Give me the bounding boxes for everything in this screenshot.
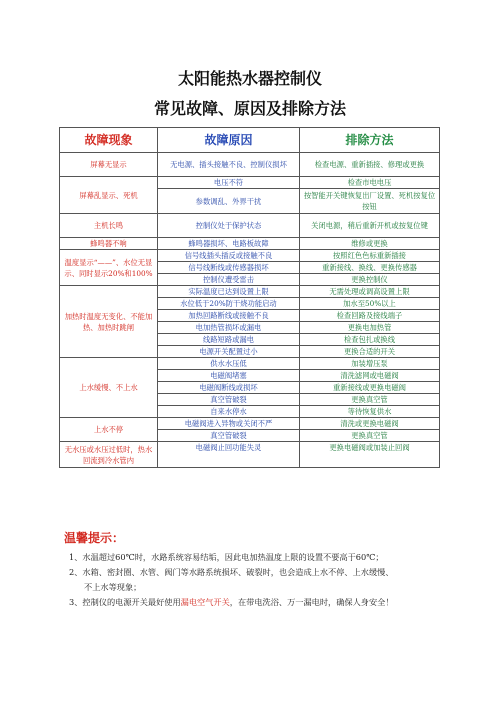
symptom-cell: 主机长鸣	[60, 214, 158, 238]
symptom-cell: 加热时温度无变化、不能加热、加热时跳闸	[60, 286, 158, 358]
fix-cell: 更换真空管	[300, 430, 440, 442]
page-subtitle: 常见故障、原因及排除方法	[153, 99, 346, 118]
cause-cell: 真空管破裂	[158, 394, 300, 406]
fix-cell: 等待恢复供水	[300, 406, 440, 418]
fix-cell: 无需处理或调高设置上限	[300, 286, 440, 298]
symptom-cell: 温度显示“——”、水位无显示、同时显示20%和100%	[60, 250, 158, 286]
cause-cell: 电磁阀止回功能失灵	[158, 442, 300, 468]
fix-cell: 按照红色色标重新插接	[300, 250, 440, 262]
fix-cell: 加装增压泵	[300, 358, 440, 370]
cause-cell: 供水水压低	[158, 358, 300, 370]
fix-cell: 检查回路及接线端子	[300, 310, 440, 322]
cause-cell: 电磁阀进入异物或关闭不严	[158, 418, 300, 430]
table-row	[60, 250, 440, 262]
table-row	[60, 214, 440, 238]
cause-cell: 电源开关配置过小	[158, 346, 300, 358]
symptom-cell: 上水缓慢、不上水	[60, 358, 158, 418]
fix-cell: 关闭电源，稍后重新开机或按复位键	[300, 214, 440, 238]
fix-cell: 检查包扎或换线	[300, 334, 440, 346]
cause-cell: 电磁阀堵塞	[158, 370, 300, 382]
cause-cell: 电加热管损坏或漏电	[158, 322, 300, 334]
tip-item-3-text: 3、控制仪的电源开关最好使用	[69, 597, 181, 607]
symptom-cell: 屏幕乱显示、死机	[60, 177, 158, 214]
symptom-cell: 屏幕无显示	[60, 153, 158, 177]
fix-cell: 清洗滤网或电磁阀	[300, 370, 440, 382]
cause-cell: 自来水停水	[158, 406, 300, 418]
symptom-cell: 无水压或水压过低时，热水回流到冷水管内	[60, 442, 158, 468]
table-row	[60, 177, 440, 189]
cause-cell: 线路短路或漏电	[158, 334, 300, 346]
cause-cell: 加热回路断线或接触不良	[158, 310, 300, 322]
fix-cell: 检查电源、重新插接、修理或更换	[300, 153, 440, 177]
cause-cell: 控制仪处于保护状态	[158, 214, 300, 238]
tips-list	[69, 550, 449, 610]
cause-cell: 无电源、插头接触不良、控制仪损坏	[158, 153, 300, 177]
tip-item-1: 1、水温超过60℃时，水路系统容易结垢，因此电加热温度上限的设置不要高于60℃；	[69, 552, 384, 562]
table-row	[60, 238, 440, 250]
fault-table	[59, 127, 440, 468]
fix-cell: 维修或更换	[300, 238, 440, 250]
fix-cell: 更换电磁阀或加装止回阀	[300, 442, 440, 468]
tip-item-3-highlight: 漏电空气开关	[180, 597, 230, 607]
cause-cell: 电压不符	[158, 177, 300, 189]
cause-cell: 电磁阀断线或损坏	[158, 382, 300, 394]
fix-cell: 更换控制仪	[300, 274, 440, 286]
fix-cell: 重新接线、换线、更换传感器	[300, 262, 440, 274]
table-row	[60, 286, 440, 298]
cause-cell: 信号线断线或传感器损坏	[158, 262, 300, 274]
fix-cell: 检查市电电压	[300, 177, 440, 189]
table-row	[60, 153, 440, 177]
cause-cell: 控制仪遭受雷击	[158, 274, 300, 286]
cause-cell: 水位低于20%防干烧功能启动	[158, 298, 300, 310]
fix-cell: 按智能开关键恢复出厂设置、死机按复位按钮	[300, 189, 440, 214]
page-title: 太阳能热水器控制仪	[177, 69, 322, 88]
tip-item-2-continued: 不上水等现象；	[84, 582, 142, 592]
header-cause: 故障原因	[158, 128, 300, 153]
tip-item-3	[69, 595, 449, 610]
header-symptom: 故障现象	[60, 128, 158, 153]
symptom-cell: 上水不停	[60, 418, 158, 442]
header-fix: 排除方法	[300, 128, 440, 153]
tip-item-3-text-end: ，在带电洗浴、万一漏电时，确保人身安全！	[229, 597, 394, 607]
symptom-cell: 蜂鸣器不响	[60, 238, 158, 250]
fix-cell: 更换真空管	[300, 394, 440, 406]
cause-cell: 参数调乱、外界干扰	[158, 189, 300, 214]
tips-title: 温馨提示：	[64, 531, 125, 545]
cause-cell: 真空管破裂	[158, 430, 300, 442]
fix-cell: 加水至50%以上	[300, 298, 440, 310]
cause-cell: 信号线插头插反或接触不良	[158, 250, 300, 262]
cause-cell: 实际温度已达到设置上限	[158, 286, 300, 298]
fix-cell: 更换电加热管	[300, 322, 440, 334]
fix-cell: 重新接线或更换电磁阀	[300, 382, 440, 394]
table-row	[60, 442, 440, 468]
tip-item-2: 2、水箱、密封圈、水管、阀门等水路系统损坏、破裂时，也会造成上水不停、上水缓慢、	[69, 567, 394, 577]
table-row	[60, 358, 440, 370]
cause-cell: 蜂鸣器损坏、电路板故障	[158, 238, 300, 250]
fix-cell: 清洗或更换电磁阀	[300, 418, 440, 430]
table-header-row	[60, 128, 440, 153]
fix-cell: 更换合适的开关	[300, 346, 440, 358]
table-row	[60, 418, 440, 430]
